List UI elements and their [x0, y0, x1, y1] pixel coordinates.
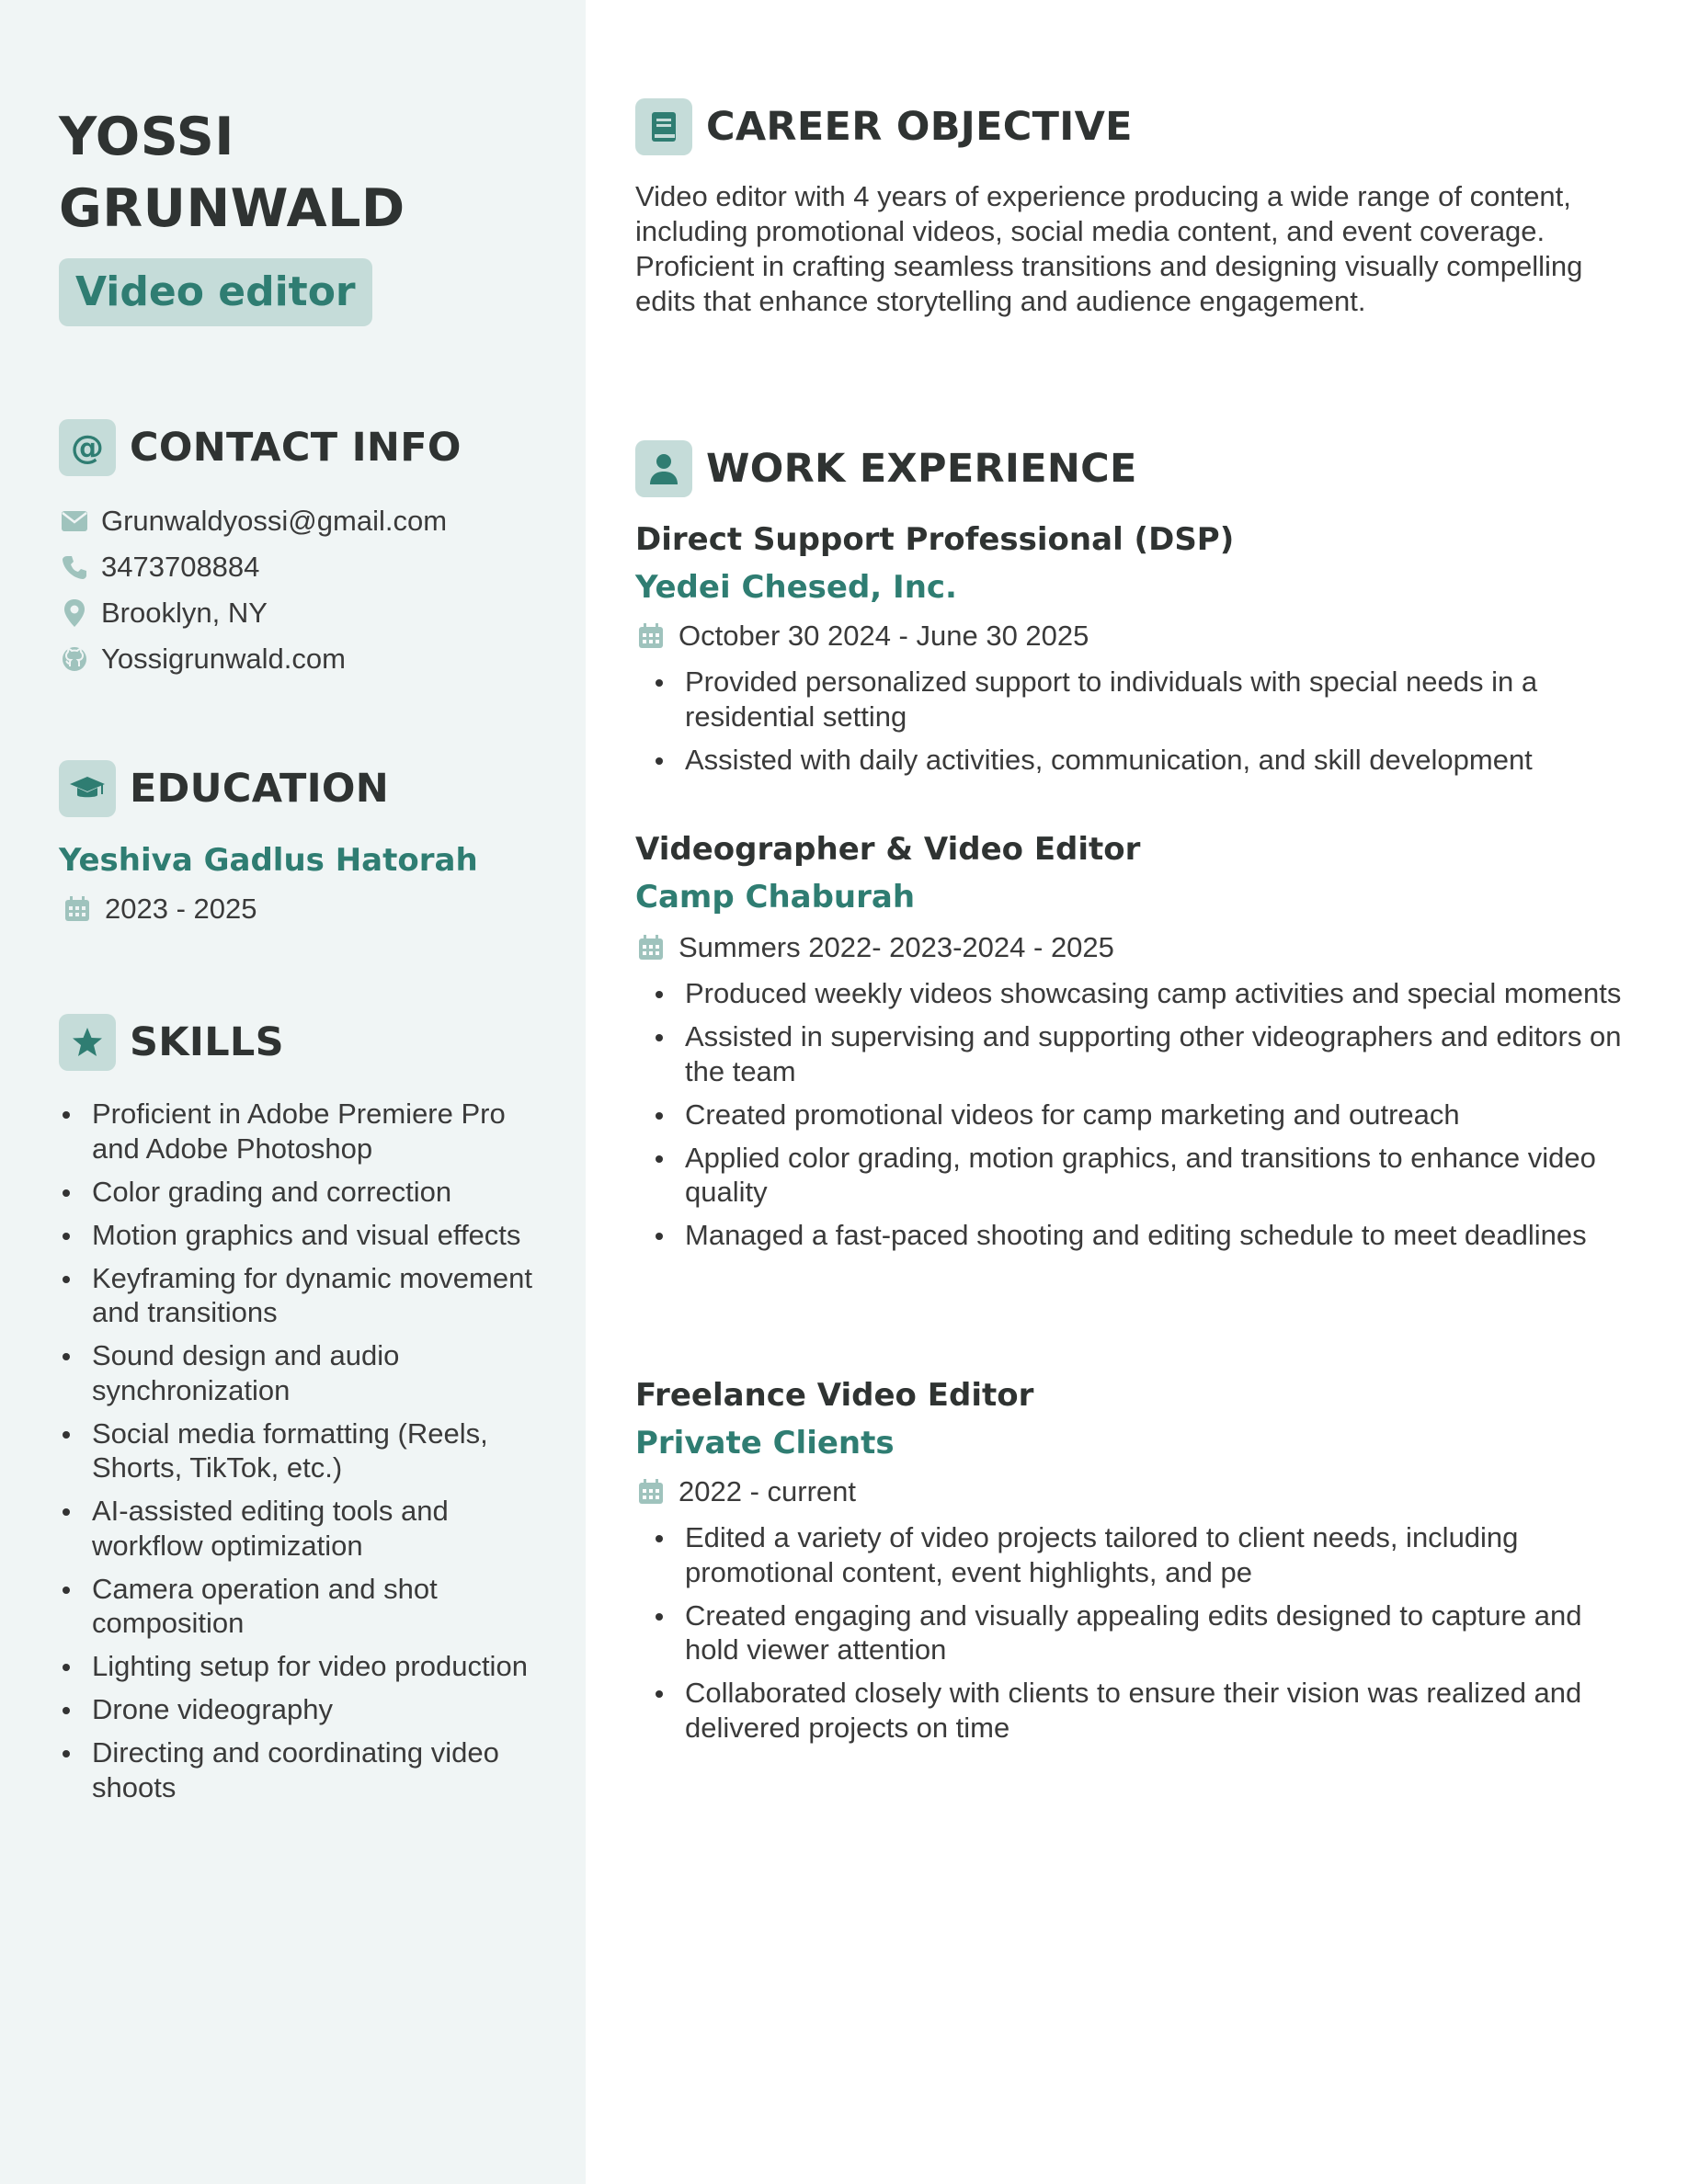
contact-location: Brooklyn, NY [101, 597, 268, 629]
book-icon [635, 98, 692, 155]
skills-list [59, 1097, 555, 1814]
job-company: Camp Chaburah [635, 879, 916, 916]
star-icon [59, 1014, 116, 1071]
contact-location-row [61, 595, 268, 631]
first-name: YOSSI [59, 107, 234, 167]
job-bullet: Assisted with daily activities, communication, and skill development [652, 743, 1626, 778]
contact-phone-row [61, 549, 259, 586]
job-bullet: Managed a fast-paced shooting and editing schedule to meet deadlines [652, 1218, 1626, 1253]
person-icon [635, 440, 692, 497]
candidate-name [59, 101, 405, 245]
contact-email[interactable]: Grunwaldyossi@gmail.com [101, 505, 448, 537]
job-bullet: Assisted in supervising and supporting other videographers and editors on the team [652, 1019, 1626, 1088]
graduation-cap-icon [59, 760, 116, 817]
phone-icon [61, 553, 88, 581]
job-bullet: Created engaging and visually appealing edits designed to capture and hold viewer attention [652, 1598, 1626, 1667]
job-bullets [652, 1520, 1626, 1754]
job-bullets [652, 976, 1626, 1261]
job-dates-row [638, 620, 1089, 653]
skill-item: Keyframing for dynamic movement and transitions [59, 1261, 555, 1330]
skill-item: Motion graphics and visual effects [59, 1218, 555, 1253]
contact-phone[interactable]: 3473708884 [101, 551, 260, 583]
job-bullet: Applied color grading, motion graphics, and transitions to enhance video quality [652, 1141, 1626, 1210]
education-school: Yeshiva Gadlus Hatorah [59, 842, 478, 879]
job-title: Freelance Video Editor [635, 1377, 1034, 1414]
skill-item: Sound design and audio synchronization [59, 1338, 555, 1407]
job-dates-row [638, 1475, 856, 1508]
skill-item: Directing and coordinating video shoots [59, 1735, 555, 1804]
job-bullets [652, 665, 1626, 786]
contact-email-row [61, 503, 447, 540]
skill-item: Proficient in Adobe Premiere Pro and Adobe Photoshop [59, 1097, 555, 1166]
education-section-header [59, 760, 389, 817]
job-dates: October 30 2024 - June 30 2025 [679, 620, 1089, 652]
objective-section-title: CAREER OBJECTIVE [706, 104, 1133, 150]
map-pin-icon [61, 599, 88, 627]
contact-section-header [59, 419, 462, 476]
job-bullet: Produced weekly videos showcasing camp activities and special moments [652, 976, 1626, 1011]
education-dates-row [64, 893, 257, 926]
job-bullet: Created promotional videos for camp marketing and outreach [652, 1098, 1626, 1132]
job-bullet: Collaborated closely with clients to ensure their vision was realized and delivered projects on time [652, 1676, 1626, 1745]
role-badge: Video editor [59, 258, 372, 326]
envelope-icon [61, 507, 88, 535]
objective-text: Video editor with 4 years of experience producing a wide range of content, including promotional videos, social media content, and event coverage. Proficient in crafting seamless transitions and designing visually compelling edits that enhance storytelling and audience engagement. [635, 180, 1583, 317]
skill-item: Lighting setup for video production [59, 1649, 555, 1684]
job-dates: Summers 2022- 2023-2024 - 2025 [679, 931, 1114, 963]
contact-website-row [61, 641, 346, 677]
skills-section-header [59, 1014, 284, 1071]
skill-item: Camera operation and shot composition [59, 1572, 555, 1641]
job-company: Private Clients [635, 1425, 895, 1462]
calendar-icon [638, 935, 664, 961]
experience-section-title: WORK EXPERIENCE [706, 446, 1137, 492]
experience-section-header [635, 440, 1137, 497]
calendar-icon [638, 623, 664, 649]
job-bullet: Edited a variety of video projects tailored to client needs, including promotional content, event highlights, and pe [652, 1520, 1626, 1589]
at-sign-icon: @ [59, 419, 116, 476]
job-company: Yedei Chesed, Inc. [635, 569, 957, 606]
contact-website[interactable]: Yossigrunwald.com [101, 643, 346, 675]
education-dates: 2023 - 2025 [105, 893, 257, 925]
education-section-title: EDUCATION [130, 766, 390, 812]
calendar-icon [64, 896, 90, 922]
skills-section-title: SKILLS [130, 1019, 284, 1065]
skill-item: Social media formatting (Reels, Shorts, TikTok, etc.) [59, 1416, 555, 1485]
job-title: Videographer & Video Editor [635, 831, 1141, 868]
objective-section-header [635, 98, 1133, 155]
job-title: Direct Support Professional (DSP) [635, 521, 1235, 558]
skill-item: Drone videography [59, 1692, 555, 1727]
sidebar [0, 0, 586, 2184]
skill-item: AI-assisted editing tools and workflow optimization [59, 1494, 555, 1563]
job-dates-row [638, 931, 1114, 964]
job-dates: 2022 - current [679, 1475, 856, 1507]
github-icon [61, 645, 88, 673]
calendar-icon [638, 1479, 664, 1505]
job-bullet: Provided personalized support to individuals with special needs in a residential setting [652, 665, 1626, 734]
last-name: GRUNWALD [59, 178, 405, 239]
contact-section-title: CONTACT INFO [130, 425, 462, 471]
skill-item: Color grading and correction [59, 1175, 555, 1210]
